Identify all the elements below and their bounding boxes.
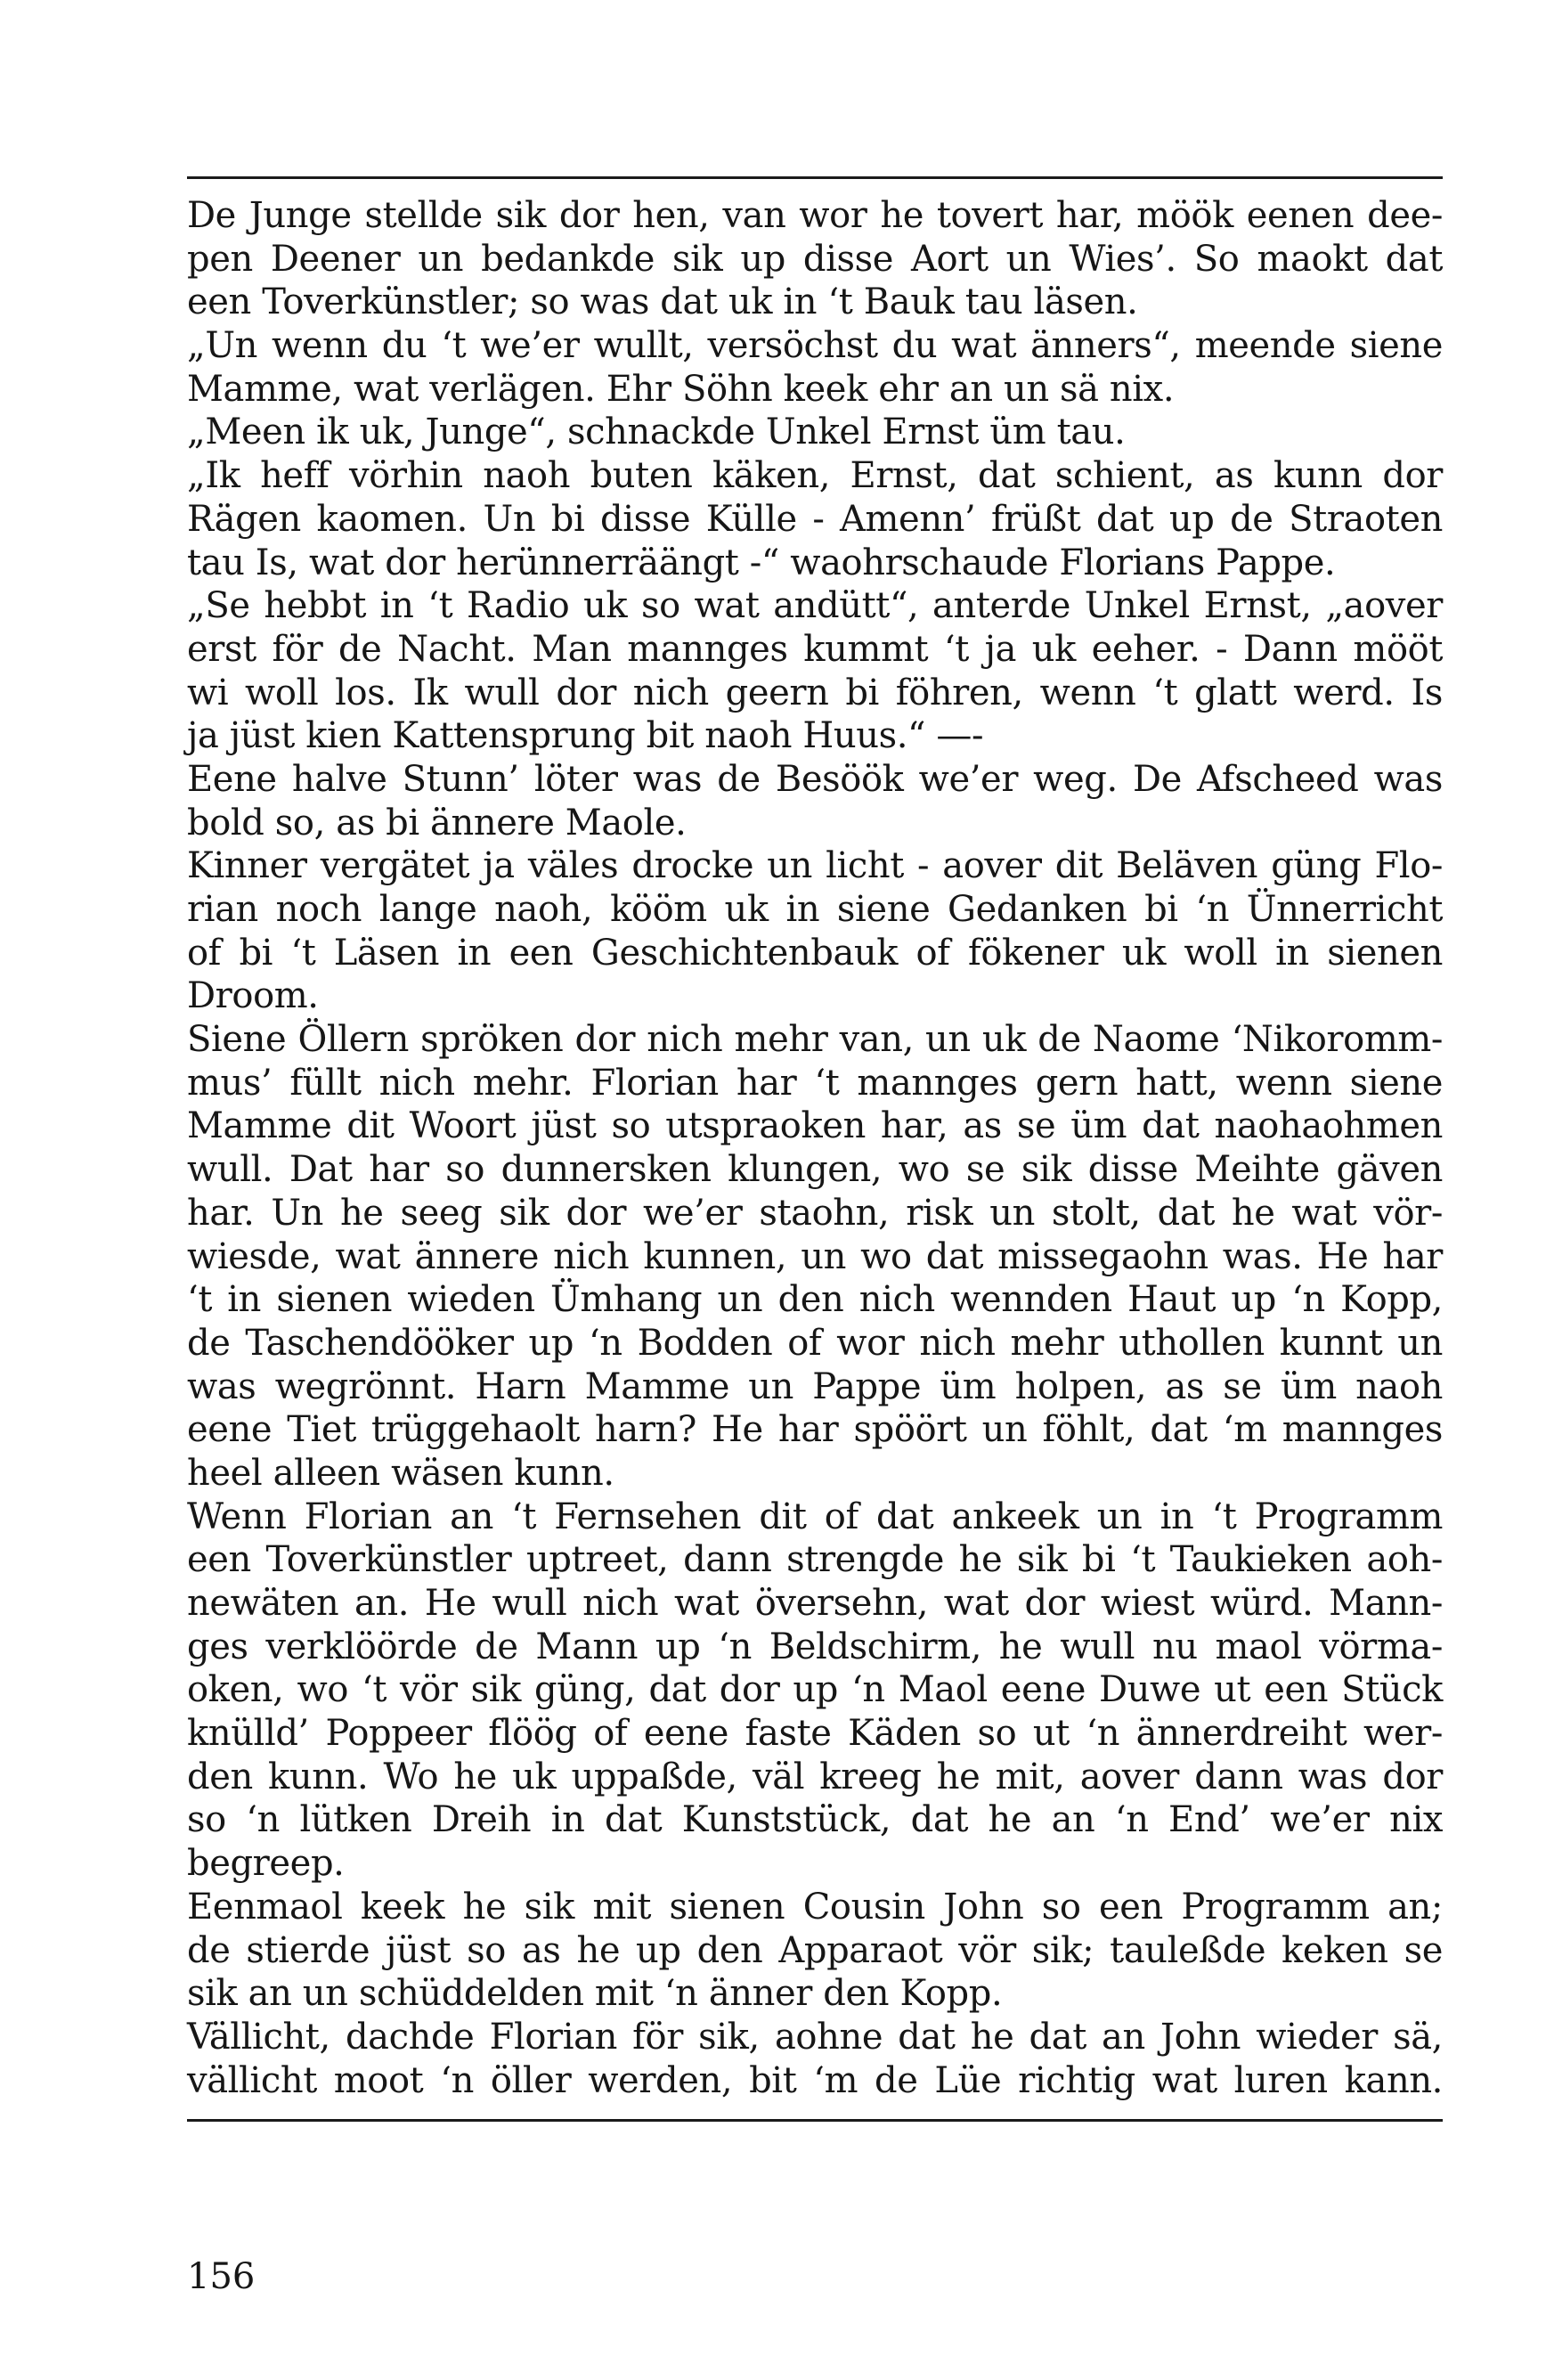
text-line: „Un wenn du ‘t we’er wullt, versöchst du wat änners“, meende siene: [187, 325, 1443, 367]
text-line: bold so, as bi ännere Maole.: [187, 802, 687, 844]
text-line: mus’ füllt nich mehr. Florian har ‘t mannges gern hatt, wenn siene: [187, 1062, 1443, 1104]
text-line: begreep.: [187, 1843, 345, 1885]
text-line: so ‘n lütken Dreih in dat Kunststück, dat he an ‘n End’ we’er nix: [187, 1799, 1443, 1841]
text-line: erst för de Nacht. Man mannges kummt ‘t ja uk eeher. - Dann mööt: [187, 628, 1443, 670]
text-line: pen Deener un bedankde sik up disse Aort un Wies’. So maokt dat: [187, 238, 1443, 280]
text-line: Mamme, wat verlägen. Ehr Söhn keek ehr an un sä nix.: [187, 368, 1175, 410]
text-line: wull. Dat har so dunnersken klungen, wo se sik disse Meihte gäven: [187, 1149, 1443, 1191]
bottom-rule: [187, 2119, 1443, 2122]
text-line: „Se hebbt in ‘t Radio uk so wat andütt“, anterde Unkel Ernst, „aover: [187, 585, 1443, 627]
text-line: Kinner vergätet ja väles drocke un licht - aover dit Beläven güng Flo-: [187, 845, 1443, 887]
text-line: ges verklöörde de Mann up ‘n Beldschirm, he wull nu maol vörma-: [187, 1626, 1443, 1667]
text-line: de stierde jüst so as he up den Apparaot vör sik; tauleßde keken se: [187, 1929, 1443, 1971]
body-text: [187, 194, 1443, 2102]
text-line: een Toverkünstler uptreet, dann strengde he sik bi ‘t Taukieken aoh-: [187, 1539, 1443, 1581]
text-line: wi woll los. Ik wull dor nich geern bi föhren, wenn ‘t glatt werd. Is: [187, 672, 1443, 713]
text-line: sik an un schüddelden mit ‘n änner den Kopp.: [187, 1973, 1003, 2015]
text-line: vällicht moot ‘n öller werden, bit ‘m de Lüe richtig wat luren kann.: [187, 2059, 1443, 2101]
text-line: Wenn Florian an ‘t Fernsehen dit of dat ankeek un in ‘t Programm: [187, 1496, 1443, 1537]
text-line: Rägen kaomen. Un bi disse Külle - Amenn’ früßt dat up de Straoten: [187, 498, 1443, 540]
text-line: Eene halve Stunn’ löter was de Besöök we’er weg. De Afscheed was: [187, 758, 1443, 800]
text-line: eene Tiet trüggehaolt harn? He har spöört un föhlt, dat ‘m mannges: [187, 1409, 1443, 1451]
text-line: tau Is, wat dor herünnerräängt -“ waohrschaude Florians Pappe.: [187, 542, 1336, 583]
text-line: was wegrönnt. Harn Mamme un Pappe üm holpen, as se üm naoh: [187, 1365, 1443, 1407]
text-line: knülld’ Poppeer flöög of eene faste Käden so ut ‘n ännerdreiht wer-: [187, 1713, 1443, 1755]
text-line: den kunn. Wo he uk uppaßde, väl kreeg he mit, aover dann was dor: [187, 1756, 1443, 1797]
text-line: Eenmaol keek he sik mit sienen Cousin John so een Programm an;: [187, 1886, 1443, 1928]
text-line: oken, wo ‘t vör sik güng, dat dor up ‘n Maol eene Duwe ut een Stück: [187, 1669, 1443, 1711]
text-line: „Ik heff vörhin naoh buten käken, Ernst, dat schient, as kunn dor: [187, 455, 1443, 497]
text-line: of bi ‘t Läsen in een Geschichtenbauk of fökener uk woll in sienen: [187, 932, 1443, 974]
text-line: wiesde, wat ännere nich kunnen, un wo dat missegaohn was. He har: [187, 1235, 1443, 1277]
text-line: Droom.: [187, 975, 319, 1017]
text-line: har. Un he seeg sik dor we’er staohn, risk un stolt, dat he wat vör-: [187, 1192, 1443, 1234]
text-line: Vällicht, dachde Florian för sik, aohne dat he dat an John wieder sä,: [187, 2016, 1443, 2058]
text-line: Mamme dit Woort jüst so utspraoken har, as se üm dat naohaohmen: [187, 1105, 1443, 1147]
text-line: de Taschendööker up ‘n Bodden of wor nich mehr uthollen kunnt un: [187, 1322, 1443, 1364]
text-line: Siene Öllern spröken dor nich mehr van, un uk de Naome ‘Nikoromm-: [187, 1019, 1443, 1061]
text-line: De Junge stellde sik dor hen, van wor he tovert har, möök eenen dee-: [187, 195, 1443, 236]
text-line: ‘t in sienen wieden Ümhang un den nich wennden Haut up ‘n Kopp,: [187, 1279, 1443, 1321]
text-line: ja jüst kien Kattensprung bit naoh Huus.“ —-: [187, 715, 984, 757]
text-line: newäten an. He wull nich wat översehn, wat dor wiest würd. Mann-: [187, 1583, 1443, 1624]
text-line: „Meen ik uk, Junge“, schnackde Unkel Ernst üm tau.: [187, 412, 1126, 453]
text-line: heel alleen wäsen kunn.: [187, 1452, 614, 1494]
top-rule: [187, 176, 1443, 179]
page-number: 156: [187, 2256, 256, 2297]
text-line: een Toverkünstler; so was dat uk in ‘t Bauk tau läsen.: [187, 281, 1138, 323]
text-line: rian noch lange naoh, kööm uk in siene Gedanken bi ‘n Ünnerricht: [187, 889, 1443, 930]
